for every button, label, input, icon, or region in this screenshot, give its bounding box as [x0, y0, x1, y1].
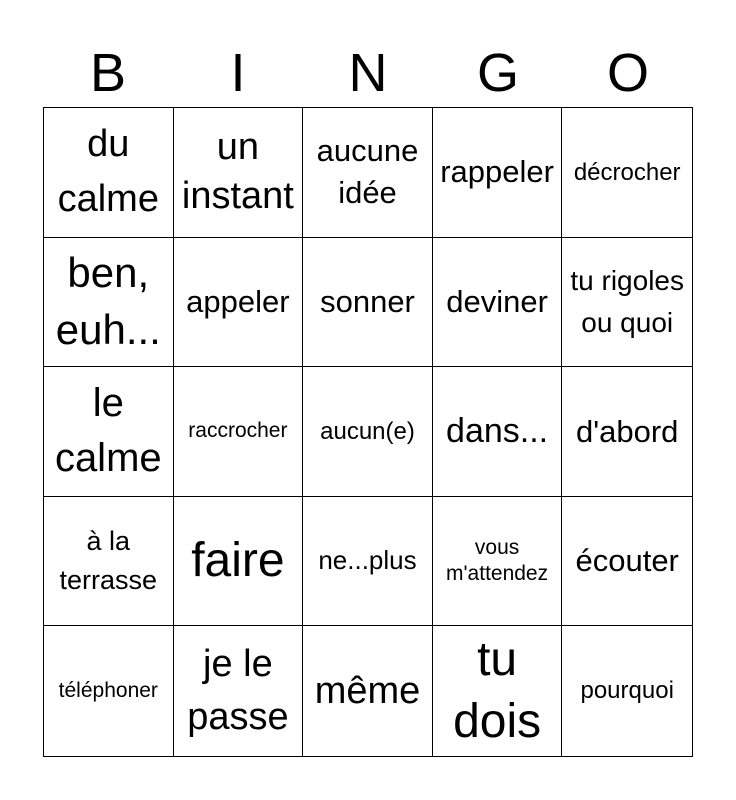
bingo-cell[interactable]: d'abord — [562, 367, 692, 497]
bingo-cell[interactable]: à la terrasse — [44, 497, 174, 627]
bingo-cell[interactable]: pourquoi — [580, 677, 674, 705]
header-letter-n: N — [348, 43, 388, 103]
bingo-cell[interactable]: sonner — [303, 238, 433, 368]
header-letter-o: O — [606, 43, 649, 103]
bingo-header — [43, 38, 693, 108]
bingo-cell[interactable]: dans... — [433, 367, 563, 497]
bingo-cell[interactable]: aucune idée — [303, 108, 433, 238]
bingo-cell[interactable]: décrocher — [562, 108, 692, 238]
bingo-cell[interactable]: le calme — [44, 367, 174, 497]
bingo-cell[interactable]: tu dois — [433, 626, 563, 756]
header-letter-i: I — [230, 43, 246, 103]
bingo-cell[interactable]: écouter — [562, 497, 692, 627]
bingo-cell[interactable]: téléphoner — [44, 626, 174, 756]
bingo-cell[interactable]: je le passe — [174, 626, 304, 756]
bingo-cell[interactable]: tu rigoles ou quoi — [562, 238, 692, 368]
bingo-cell[interactable]: faire — [174, 497, 304, 627]
bingo-cell[interactable]: ben, euh... — [44, 238, 174, 368]
bingo-cell[interactable]: vous m'attendez — [433, 497, 563, 627]
bingo-cell[interactable]: raccrocher — [174, 367, 304, 497]
bingo-cell[interactable]: rappeler — [433, 108, 563, 238]
header-letter-g: G — [476, 43, 519, 103]
bingo-cell[interactable]: un instant — [174, 108, 304, 238]
bingo-cell[interactable]: aucun(e) — [303, 367, 433, 497]
bingo-cell[interactable]: appeler — [174, 238, 304, 368]
bingo-cell[interactable]: du calme — [44, 108, 174, 238]
bingo-cell[interactable]: ne...plus — [303, 497, 433, 627]
bingo-cell[interactable]: deviner — [433, 238, 563, 368]
header-letter-b: B — [89, 43, 127, 103]
bingo-cell[interactable]: même — [303, 626, 433, 756]
bingo-board — [43, 107, 693, 757]
